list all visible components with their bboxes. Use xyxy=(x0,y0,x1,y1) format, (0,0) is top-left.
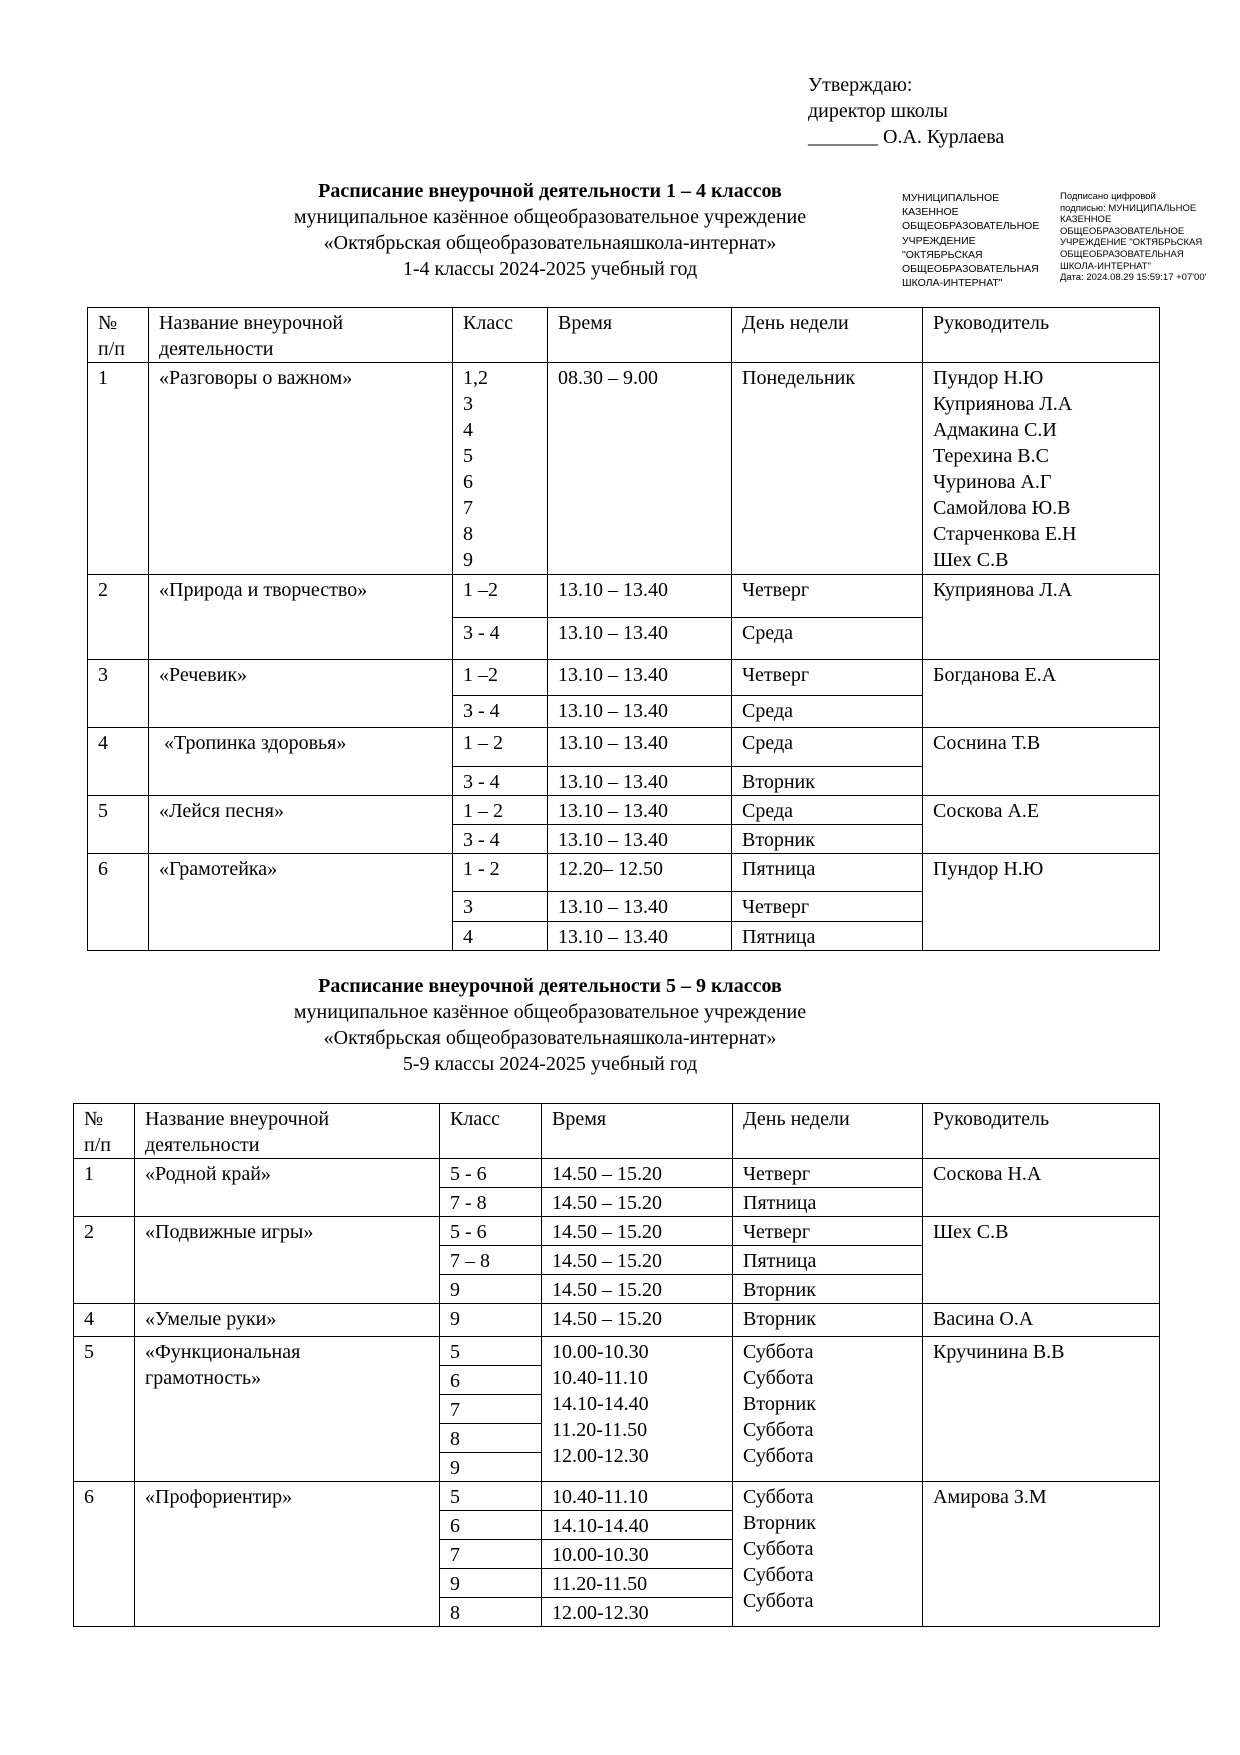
section1-title: Расписание внеурочной деятельности 1 – 4 классов xyxy=(318,180,782,202)
weekday-cell: Понедельник xyxy=(732,363,923,575)
leader-cell: Соскова А.Е xyxy=(923,796,1160,854)
signature-org-line: УЧРЕЖДЕНИЕ xyxy=(902,234,976,247)
activity-name: «Лейся песня» xyxy=(149,796,453,854)
row-number: 2 xyxy=(74,1217,135,1304)
signature-detail-line: Подписано цифровой xyxy=(1060,191,1156,202)
time-cell: 14.50 – 15.20 xyxy=(542,1246,733,1275)
activity-name: «Природа и творчество» xyxy=(149,575,453,660)
leader-cell: Кручинина В.В xyxy=(923,1337,1160,1482)
header-number: № п/п xyxy=(88,308,149,363)
signature-details xyxy=(1060,191,1210,284)
signature-org-line: ОБЩЕОБРАЗОВАТЕЛЬНОЕ xyxy=(902,220,1040,233)
section2-title: Расписание внеурочной деятельности 5 – 9 классов xyxy=(318,975,782,997)
weekday-cell: Четверг xyxy=(733,1159,923,1188)
signature-detail-line: КАЗЕННОЕ xyxy=(1060,214,1112,226)
table-row xyxy=(74,1304,1160,1337)
weekday-cell: Вторник xyxy=(732,767,923,796)
class-cell: 1,2 3 4 5 6 7 8 9 xyxy=(453,363,548,575)
class-cell: 4 xyxy=(453,922,548,951)
class-cell: 1 - 2 xyxy=(453,854,548,892)
time-cell: 13.10 – 13.40 xyxy=(548,575,732,618)
class-cell: 6 xyxy=(440,1511,542,1540)
header-weekday: День недели xyxy=(733,1104,923,1159)
activity-name: «Функциональная грамотность» xyxy=(135,1337,440,1482)
header-activity-name: Название внеурочной деятельности xyxy=(135,1104,440,1159)
approval-block xyxy=(808,72,1004,150)
signature-org-line: "ОКТЯБРЬСКАЯ xyxy=(902,248,983,261)
leader-cell: Амирова З.М xyxy=(923,1482,1160,1627)
leader-cell: Соснина Т.В xyxy=(923,728,1160,796)
row-number: 4 xyxy=(74,1304,135,1337)
section1-heading xyxy=(60,178,1040,282)
header-number: № п/п xyxy=(74,1104,135,1159)
activity-name: «Подвижные игры» xyxy=(135,1217,440,1304)
table-row xyxy=(88,575,1160,618)
row-number: 6 xyxy=(74,1482,135,1627)
table-row xyxy=(74,1217,1160,1246)
section1-school-name: «Октябрьская общеобразовательнаяшкола-интернат» xyxy=(323,232,777,254)
header-activity-name: Название внеурочной деятельности xyxy=(149,308,453,363)
time-cell: 12.00-12.30 xyxy=(542,1598,733,1627)
time-cell: 08.30 – 9.00 xyxy=(548,363,732,575)
weekday-cell: Суббота Вторник Суббота Суббота Суббота xyxy=(733,1482,923,1627)
time-cell: 10.00-10.30 10.40-11.10 14.10-14.40 11.20-11.50 12.00-12.30 xyxy=(542,1337,733,1482)
table-header-row xyxy=(88,308,1160,363)
section2-heading xyxy=(60,973,1040,1077)
class-cell: 3 - 4 xyxy=(453,767,548,796)
signature-org-line: ШКОЛА-ИНТЕРНАТ" xyxy=(902,277,1003,290)
time-cell: 14.50 – 15.20 xyxy=(542,1304,733,1337)
weekday-cell: Пятница xyxy=(732,922,923,951)
class-cell: 3 - 4 xyxy=(453,618,548,660)
weekday-cell: Пятница xyxy=(732,854,923,892)
weekday-cell: Четверг xyxy=(732,892,923,922)
time-cell: 14.50 – 15.20 xyxy=(542,1159,733,1188)
activity-name: «Умелые руки» xyxy=(135,1304,440,1337)
class-cell: 3 xyxy=(453,892,548,922)
section2-institution: муниципальное казённое общеобразовательное учреждение xyxy=(293,1001,807,1023)
activity-name: «Речевик» xyxy=(149,660,453,728)
leader-cell: Шех С.В xyxy=(923,1217,1160,1304)
approval-line-1: Утверждаю: xyxy=(808,74,913,96)
table-header-row xyxy=(74,1104,1160,1159)
class-cell: 1 –2 xyxy=(453,575,548,618)
activity-name: «Разговоры о важном» xyxy=(149,363,453,575)
time-cell: 13.10 – 13.40 xyxy=(548,825,732,854)
table-row xyxy=(88,363,1160,575)
table-row xyxy=(88,660,1160,696)
time-cell: 13.10 – 13.40 xyxy=(548,660,732,696)
header-weekday: День недели xyxy=(732,308,923,363)
weekday-cell: Среда xyxy=(732,796,923,825)
weekday-cell: Пятница xyxy=(733,1188,923,1217)
time-cell: 13.10 – 13.40 xyxy=(548,618,732,660)
class-cell: 5 - 6 xyxy=(440,1159,542,1188)
class-cell: 5 xyxy=(440,1482,542,1511)
row-number: 1 xyxy=(88,363,149,575)
weekday-cell: Четверг xyxy=(732,660,923,696)
header-leader: Руководитель xyxy=(923,308,1160,363)
approval-line-2: директор школы xyxy=(808,100,948,122)
class-cell: 1 –2 xyxy=(453,660,548,696)
section2-year: 5-9 классы 2024-2025 учебный год xyxy=(402,1053,698,1075)
class-cell: 5 - 6 xyxy=(440,1217,542,1246)
activity-name: «Тропинка здоровья» xyxy=(149,728,453,796)
leader-cell: Пундор Н.Ю Куприянова Л.А Адмакина С.И Терехина В.С Чуринова А.Г Самойлова Ю.В Старченкова Е.Н Шех С.В xyxy=(923,363,1160,575)
signature-org-line: ОБЩЕОБРАЗОВАТЕЛЬНАЯ xyxy=(902,263,1039,276)
weekday-cell: Среда xyxy=(732,728,923,767)
signature-detail-line: ОБЩЕОБРАЗОВАТЕЛЬНОЕ xyxy=(1060,225,1185,237)
class-cell: 8 xyxy=(440,1424,542,1453)
time-cell: 12.20– 12.50 xyxy=(548,854,732,892)
time-cell: 14.50 – 15.20 xyxy=(542,1275,733,1304)
time-cell: 11.20-11.50 xyxy=(542,1569,733,1598)
signature-org-line: КАЗЕННОЕ xyxy=(902,206,959,219)
weekday-cell: Пятница xyxy=(733,1246,923,1275)
signature-detail-line: УЧРЕЖДЕНИЕ "ОКТЯБРЬСКАЯ xyxy=(1060,237,1203,249)
row-number: 2 xyxy=(88,575,149,660)
class-cell: 6 xyxy=(440,1366,542,1395)
header-leader: Руководитель xyxy=(923,1104,1160,1159)
time-cell: 13.10 – 13.40 xyxy=(548,796,732,825)
signature-detail-line: ШКОЛА-ИНТЕРНАТ" xyxy=(1060,260,1151,272)
weekday-cell: Вторник xyxy=(733,1304,923,1337)
row-number: 4 xyxy=(88,728,149,796)
signature-detail-line: подписью: МУНИЦИПАЛЬНОЕ xyxy=(1060,202,1197,214)
table-row xyxy=(74,1159,1160,1188)
time-cell: 14.50 – 15.20 xyxy=(542,1188,733,1217)
schedule-table-grades-1-4 xyxy=(87,307,1160,951)
class-cell: 9 xyxy=(440,1275,542,1304)
row-number: 5 xyxy=(74,1337,135,1482)
activity-name: «Грамотейка» xyxy=(149,854,453,951)
class-cell: 7 xyxy=(440,1540,542,1569)
time-cell: 10.00-10.30 xyxy=(542,1540,733,1569)
time-cell: 10.40-11.10 xyxy=(542,1482,733,1511)
class-cell: 7 – 8 xyxy=(440,1246,542,1275)
table-row xyxy=(88,796,1160,825)
class-cell: 7 - 8 xyxy=(440,1188,542,1217)
row-number: 5 xyxy=(88,796,149,854)
leader-cell: Богданова Е.А xyxy=(923,660,1160,728)
class-cell: 7 xyxy=(440,1395,542,1424)
weekday-cell: Среда xyxy=(732,696,923,728)
time-cell: 13.10 – 13.40 xyxy=(548,728,732,767)
activity-name: «Родной край» xyxy=(135,1159,440,1217)
approval-line-3: _______ О.А. Курлаева xyxy=(808,126,1005,148)
class-cell: 9 xyxy=(440,1304,542,1337)
leader-cell: Куприянова Л.А xyxy=(923,575,1160,660)
header-time: Время xyxy=(542,1104,733,1159)
time-cell: 14.50 – 15.20 xyxy=(542,1217,733,1246)
header-class: Класс xyxy=(440,1104,542,1159)
table-row xyxy=(88,854,1160,892)
weekday-cell: Среда xyxy=(732,618,923,660)
time-cell: 14.10-14.40 xyxy=(542,1511,733,1540)
weekday-cell: Вторник xyxy=(732,825,923,854)
time-cell: 13.10 – 13.40 xyxy=(548,696,732,728)
leader-cell: Соскова Н.А xyxy=(923,1159,1160,1217)
table-row xyxy=(74,1337,1160,1366)
class-cell: 3 - 4 xyxy=(453,696,548,728)
class-cell: 9 xyxy=(440,1569,542,1598)
activity-name: «Профориентир» xyxy=(135,1482,440,1627)
class-cell: 9 xyxy=(440,1453,542,1482)
signature-org-line: МУНИЦИПАЛЬНОЕ xyxy=(902,192,1000,204)
section2-school-name: «Октябрьская общеобразовательнаяшкола-интернат» xyxy=(323,1027,777,1049)
time-cell: 13.10 – 13.40 xyxy=(548,922,732,951)
class-cell: 8 xyxy=(440,1598,542,1627)
signature-detail-line: ОБЩЕОБРАЗОВАТЕЛЬНАЯ xyxy=(1060,248,1184,260)
header-class: Класс xyxy=(453,308,548,363)
table-row xyxy=(88,728,1160,767)
table-row xyxy=(74,1482,1160,1511)
class-cell: 5 xyxy=(440,1337,542,1366)
class-cell: 1 – 2 xyxy=(453,796,548,825)
weekday-cell: Четверг xyxy=(732,575,923,618)
row-number: 6 xyxy=(88,854,149,951)
row-number: 1 xyxy=(74,1159,135,1217)
header-time: Время xyxy=(548,308,732,363)
class-cell: 1 – 2 xyxy=(453,728,548,767)
class-cell: 3 - 4 xyxy=(453,825,548,854)
leader-cell: Пундор Н.Ю xyxy=(923,854,1160,951)
time-cell: 13.10 – 13.40 xyxy=(548,767,732,796)
weekday-cell: Суббота Суббота Вторник Суббота Суббота xyxy=(733,1337,923,1482)
weekday-cell: Вторник xyxy=(733,1275,923,1304)
leader-cell: Васина О.А xyxy=(923,1304,1160,1337)
row-number: 3 xyxy=(88,660,149,728)
section1-institution: муниципальное казённое общеобразовательное учреждение xyxy=(293,206,807,228)
time-cell: 13.10 – 13.40 xyxy=(548,892,732,922)
section1-year: 1-4 классы 2024-2025 учебный год xyxy=(402,258,698,280)
schedule-table-grades-5-9 xyxy=(73,1103,1160,1627)
signature-date: Дата: 2024.08.29 15:59:17 +07'00' xyxy=(1060,272,1207,284)
weekday-cell: Четверг xyxy=(733,1217,923,1246)
